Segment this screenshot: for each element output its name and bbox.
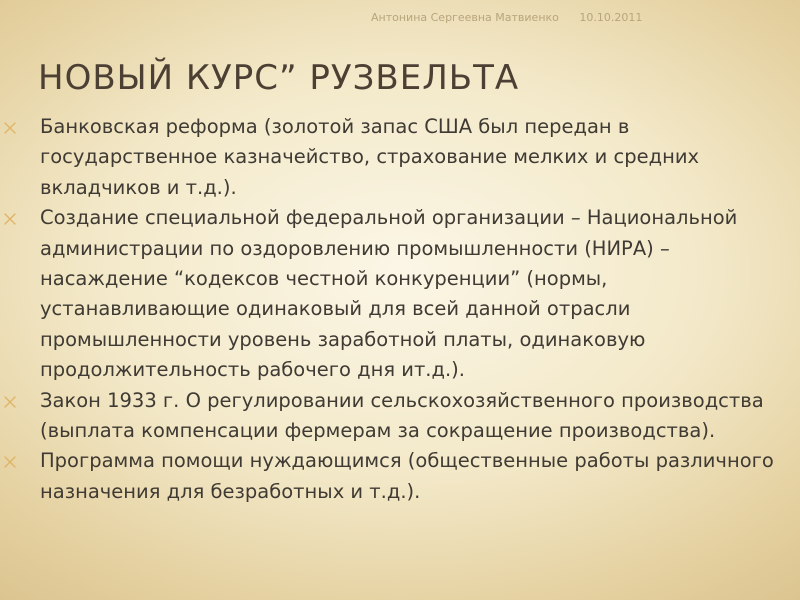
x-bullet-icon [3, 121, 17, 135]
bullet-item-agriculture-law [0, 386, 800, 447]
slide-date: 10.10.2011 [579, 11, 643, 24]
bullet-text: Закон 1933 г. О регулировании сельскохозяйственного производства (выплата компенсации фермерам за сокращение производства). [40, 388, 764, 443]
bullet-text: Программа помощи нуждающимся (общественные работы различного назначения для безработных и т.д.). [40, 449, 774, 503]
slide-title: НОВЫЙ КУРС” РУЗВЕЛЬТА [38, 58, 520, 98]
author-name: Антонина Сергеевна Матвиенко [371, 11, 559, 24]
x-bullet-icon [3, 455, 17, 469]
bullet-text: Создание специальной федеральной организации – Национальной администрации по оздоровлению промышленности (НИРА) – насаждение “кодексов честной конкуренции” (нормы, устанавливающие одинаковый для всей данной отрасли промышленности уровень заработной платы, одинаковую продолжительность рабочего дня ит.д.). [40, 206, 738, 382]
bullet-item-banking-reform [0, 112, 800, 203]
bullet-item-relief-program [0, 446, 800, 507]
bullet-list [0, 112, 800, 507]
bullet-item-nira [0, 203, 800, 385]
bullet-text: Банковская реформа (золотой запас США был передан в государственное казначейство, страхование мелких и средних вкладчиков и т.д.). [40, 115, 700, 199]
x-bullet-icon [3, 212, 17, 226]
x-bullet-icon [3, 395, 17, 409]
slide-header [371, 11, 642, 24]
